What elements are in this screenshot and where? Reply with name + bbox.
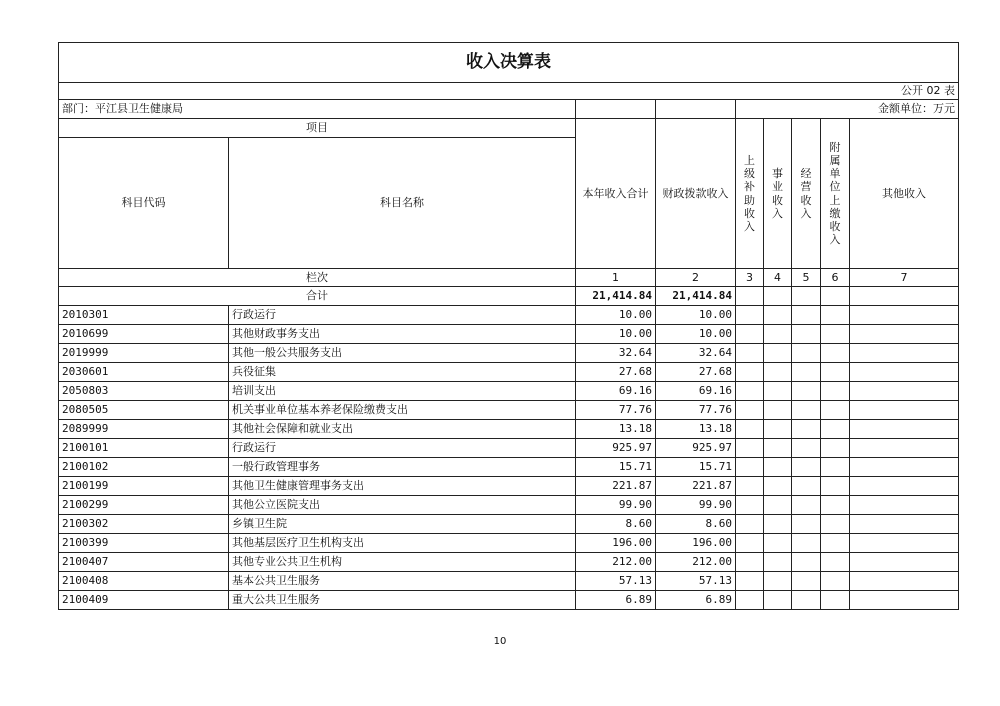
- row-col6: [821, 344, 850, 363]
- row-name: 重大公共卫生服务: [229, 591, 576, 610]
- row-col1: 77.76: [576, 401, 656, 420]
- row-col6: [821, 458, 850, 477]
- form-number: 公开 02 表: [59, 83, 959, 100]
- total-col2: 21,414.84: [656, 287, 736, 306]
- row-col4: [764, 420, 792, 439]
- row-col2: 32.64: [656, 344, 736, 363]
- row-col6: [821, 382, 850, 401]
- row-col5: [792, 363, 821, 382]
- row-col5: [792, 401, 821, 420]
- row-col5: [792, 591, 821, 610]
- row-col5: [792, 306, 821, 325]
- row-col6: [821, 363, 850, 382]
- row-col6: [821, 306, 850, 325]
- row-col3: [736, 553, 764, 572]
- row-col3: [736, 591, 764, 610]
- row-col2: 212.00: [656, 553, 736, 572]
- row-col7: [850, 553, 959, 572]
- row-col7: [850, 325, 959, 344]
- row-col4: [764, 401, 792, 420]
- row-col5: [792, 477, 821, 496]
- row-col6: [821, 477, 850, 496]
- table-row: [59, 344, 959, 363]
- table-row: [59, 477, 959, 496]
- row-code: 2010301: [59, 306, 229, 325]
- row-name: 行政运行: [229, 439, 576, 458]
- column-index-6: 6: [821, 269, 850, 287]
- row-col4: [764, 553, 792, 572]
- row-col5: [792, 534, 821, 553]
- row-col1: 32.64: [576, 344, 656, 363]
- table-row: [59, 496, 959, 515]
- blank-cell: [576, 100, 656, 119]
- table-row: [59, 458, 959, 477]
- row-col6: [821, 553, 850, 572]
- row-col1: 8.60: [576, 515, 656, 534]
- row-col5: [792, 325, 821, 344]
- row-col4: [764, 325, 792, 344]
- row-col7: [850, 534, 959, 553]
- row-col7: [850, 458, 959, 477]
- col4-header: 事业收入: [764, 119, 792, 269]
- row-col5: [792, 572, 821, 591]
- row-code: 2100408: [59, 572, 229, 591]
- row-col6: [821, 420, 850, 439]
- item-header: 项目: [59, 119, 576, 138]
- row-col1: 15.71: [576, 458, 656, 477]
- col6-header: 附属单位上缴收入: [821, 119, 850, 269]
- row-col2: 925.97: [656, 439, 736, 458]
- row-name: 一般行政管理事务: [229, 458, 576, 477]
- row-code: 2080505: [59, 401, 229, 420]
- row-col4: [764, 439, 792, 458]
- row-col7: [850, 515, 959, 534]
- row-name: 兵役征集: [229, 363, 576, 382]
- row-col2: 196.00: [656, 534, 736, 553]
- table-row: [59, 382, 959, 401]
- row-col5: [792, 420, 821, 439]
- table-row: [59, 534, 959, 553]
- row-col4: [764, 534, 792, 553]
- row-col7: [850, 477, 959, 496]
- col7-header: 其他收入: [850, 119, 959, 269]
- row-col4: [764, 515, 792, 534]
- row-name: 其他财政事务支出: [229, 325, 576, 344]
- row-col3: [736, 344, 764, 363]
- row-col7: [850, 496, 959, 515]
- row-col7: [850, 572, 959, 591]
- column-index-1: 1: [576, 269, 656, 287]
- column-index-label: 栏次: [59, 269, 576, 287]
- row-col1: 925.97: [576, 439, 656, 458]
- row-code: 2089999: [59, 420, 229, 439]
- column-index-4: 4: [764, 269, 792, 287]
- row-col5: [792, 496, 821, 515]
- row-col5: [792, 439, 821, 458]
- row-col6: [821, 496, 850, 515]
- row-col3: [736, 572, 764, 591]
- row-col2: 6.89: [656, 591, 736, 610]
- row-col1: 10.00: [576, 306, 656, 325]
- table-row: [59, 363, 959, 382]
- row-col4: [764, 382, 792, 401]
- row-name: 其他公立医院支出: [229, 496, 576, 515]
- row-col1: 10.00: [576, 325, 656, 344]
- amount-unit-label: 金额单位：万元: [736, 100, 959, 119]
- income-final-accounts-table: [58, 42, 959, 610]
- row-col2: 69.16: [656, 382, 736, 401]
- table-row: [59, 591, 959, 610]
- row-col3: [736, 515, 764, 534]
- page-number: 10: [493, 636, 507, 647]
- row-code: 2100199: [59, 477, 229, 496]
- row-col5: [792, 382, 821, 401]
- table-row: [59, 401, 959, 420]
- table-title: 收入决算表: [59, 43, 959, 83]
- total-col7: [850, 287, 959, 306]
- row-col3: [736, 306, 764, 325]
- row-col6: [821, 325, 850, 344]
- row-col3: [736, 382, 764, 401]
- row-col6: [821, 591, 850, 610]
- row-col7: [850, 401, 959, 420]
- total-col1: 21,414.84: [576, 287, 656, 306]
- row-col3: [736, 325, 764, 344]
- row-col3: [736, 496, 764, 515]
- total-col6: [821, 287, 850, 306]
- row-col1: 212.00: [576, 553, 656, 572]
- row-col2: 10.00: [656, 325, 736, 344]
- row-col7: [850, 439, 959, 458]
- row-col1: 99.90: [576, 496, 656, 515]
- row-code: 2100299: [59, 496, 229, 515]
- total-col5: [792, 287, 821, 306]
- row-col4: [764, 477, 792, 496]
- row-col3: [736, 477, 764, 496]
- total-label: 合计: [59, 287, 576, 306]
- row-name: 其他专业公共卫生机构: [229, 553, 576, 572]
- col1-header: 本年收入合计: [576, 119, 656, 269]
- table-row: [59, 572, 959, 591]
- row-col1: 69.16: [576, 382, 656, 401]
- row-col6: [821, 572, 850, 591]
- row-col4: [764, 363, 792, 382]
- row-code: 2100399: [59, 534, 229, 553]
- row-name: 行政运行: [229, 306, 576, 325]
- column-index-5: 5: [792, 269, 821, 287]
- row-code: 2010699: [59, 325, 229, 344]
- row-col2: 13.18: [656, 420, 736, 439]
- row-name: 机关事业单位基本养老保险缴费支出: [229, 401, 576, 420]
- row-col7: [850, 363, 959, 382]
- row-col3: [736, 401, 764, 420]
- row-col1: 221.87: [576, 477, 656, 496]
- row-col4: [764, 458, 792, 477]
- column-index-3: 3: [736, 269, 764, 287]
- row-col5: [792, 458, 821, 477]
- row-code: 2030601: [59, 363, 229, 382]
- row-name: 培训支出: [229, 382, 576, 401]
- row-col6: [821, 439, 850, 458]
- row-col1: 6.89: [576, 591, 656, 610]
- column-index-7: 7: [850, 269, 959, 287]
- row-name: 其他卫生健康管理事务支出: [229, 477, 576, 496]
- row-col2: 10.00: [656, 306, 736, 325]
- table-row: [59, 420, 959, 439]
- row-name: 其他社会保障和就业支出: [229, 420, 576, 439]
- row-col6: [821, 401, 850, 420]
- row-name: 其他基层医疗卫生机构支出: [229, 534, 576, 553]
- row-col7: [850, 591, 959, 610]
- row-col2: 57.13: [656, 572, 736, 591]
- table-row: [59, 325, 959, 344]
- table-row: [59, 515, 959, 534]
- row-name: 其他一般公共服务支出: [229, 344, 576, 363]
- row-col1: 196.00: [576, 534, 656, 553]
- row-col1: 27.68: [576, 363, 656, 382]
- department-label: 部门：平江县卫生健康局: [59, 100, 576, 119]
- row-code: 2100409: [59, 591, 229, 610]
- column-index-2: 2: [656, 269, 736, 287]
- row-col4: [764, 496, 792, 515]
- table-row: [59, 553, 959, 572]
- col2-header: 财政拨款收入: [656, 119, 736, 269]
- table-row: [59, 439, 959, 458]
- row-col5: [792, 515, 821, 534]
- row-code: 2050803: [59, 382, 229, 401]
- row-col2: 15.71: [656, 458, 736, 477]
- row-code: 2100101: [59, 439, 229, 458]
- row-col7: [850, 382, 959, 401]
- row-col1: 13.18: [576, 420, 656, 439]
- row-col6: [821, 515, 850, 534]
- row-col2: 99.90: [656, 496, 736, 515]
- total-col3: [736, 287, 764, 306]
- row-code: 2100102: [59, 458, 229, 477]
- row-col2: 221.87: [656, 477, 736, 496]
- row-col2: 27.68: [656, 363, 736, 382]
- row-col7: [850, 306, 959, 325]
- row-col5: [792, 553, 821, 572]
- row-code: 2100302: [59, 515, 229, 534]
- row-col3: [736, 420, 764, 439]
- row-col7: [850, 420, 959, 439]
- row-code: 2019999: [59, 344, 229, 363]
- row-col4: [764, 591, 792, 610]
- blank-cell: [656, 100, 736, 119]
- row-col3: [736, 458, 764, 477]
- row-col4: [764, 572, 792, 591]
- row-col3: [736, 534, 764, 553]
- name-header: 科目名称: [229, 138, 576, 269]
- code-header: 科目代码: [59, 138, 229, 269]
- col5-header: 经营收入: [792, 119, 821, 269]
- row-col4: [764, 344, 792, 363]
- row-col3: [736, 439, 764, 458]
- row-col7: [850, 344, 959, 363]
- total-col4: [764, 287, 792, 306]
- row-col6: [821, 534, 850, 553]
- row-name: 基本公共卫生服务: [229, 572, 576, 591]
- row-col3: [736, 363, 764, 382]
- row-code: 2100407: [59, 553, 229, 572]
- row-col2: 8.60: [656, 515, 736, 534]
- row-col4: [764, 306, 792, 325]
- row-col5: [792, 344, 821, 363]
- row-col1: 57.13: [576, 572, 656, 591]
- row-col2: 77.76: [656, 401, 736, 420]
- table-row: [59, 306, 959, 325]
- row-name: 乡镇卫生院: [229, 515, 576, 534]
- col3-header: 上级补助收入: [736, 119, 764, 269]
